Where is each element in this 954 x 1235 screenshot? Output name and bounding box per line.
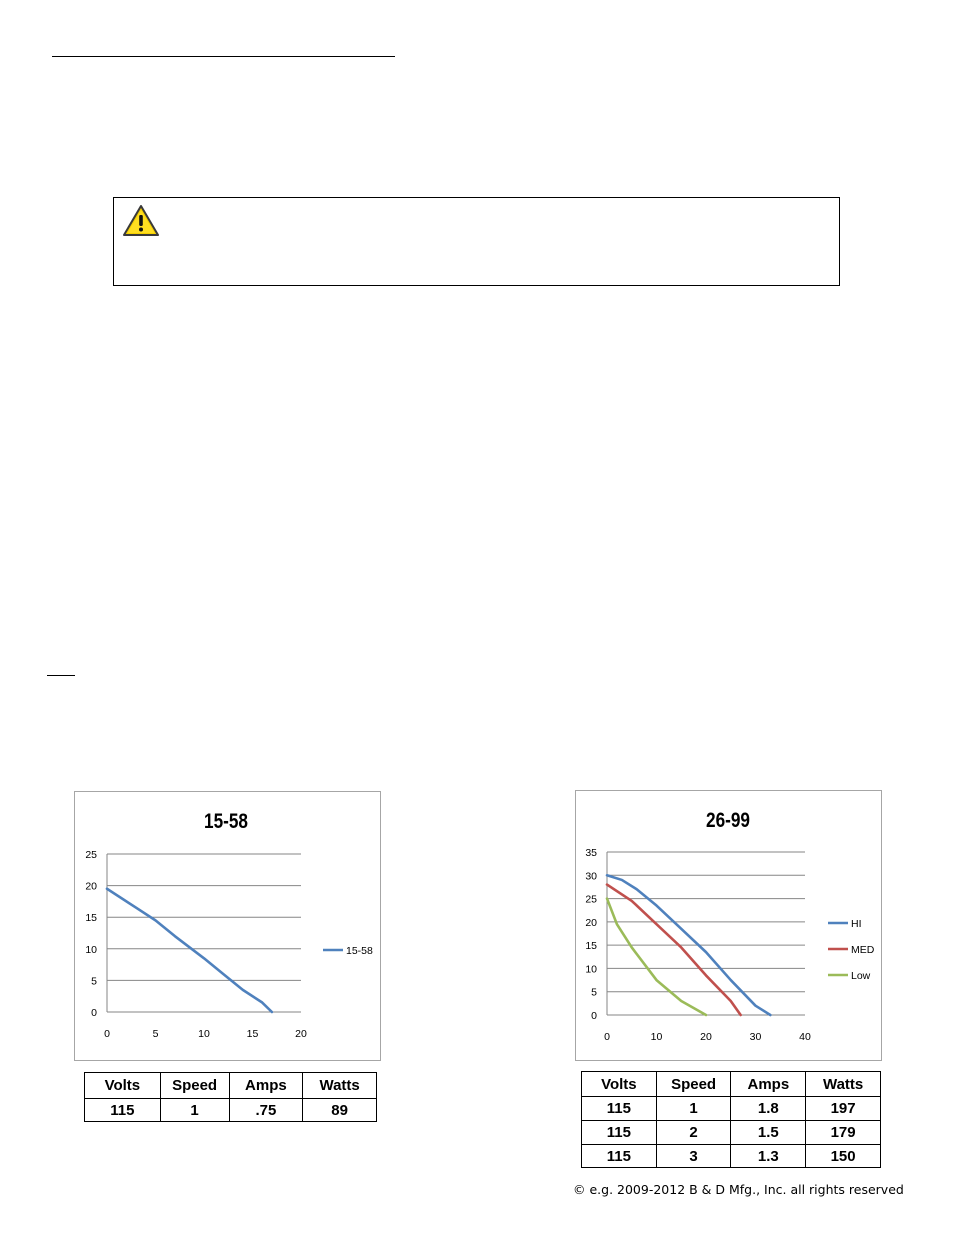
x-tick-label: 0 [104, 1028, 110, 1040]
y-tick-label: 20 [585, 916, 597, 929]
y-tick-label: 0 [91, 1007, 97, 1019]
table-cell: 115 [582, 1145, 657, 1168]
legend-label: 15-58 [346, 945, 373, 957]
series-line-15-58 [107, 889, 272, 1012]
table-header-row [582, 1072, 881, 1097]
table-row [582, 1097, 881, 1121]
table-header-row [85, 1073, 377, 1099]
warning-triangle-icon [122, 204, 160, 238]
table-cell: 197 [806, 1097, 881, 1121]
column-header: Amps [229, 1073, 303, 1099]
chart-26-99 [576, 791, 883, 1062]
copyright-notice: © e.g. 2009-2012 B & D Mfg., Inc. all rights reserved [573, 1182, 904, 1197]
x-tick-label: 20 [700, 1031, 712, 1043]
y-tick-label: 20 [85, 880, 97, 893]
legend-label: MED [851, 944, 875, 956]
x-tick-label: 15 [246, 1028, 259, 1040]
chart-title: 15-58 [204, 810, 249, 833]
column-header: Amps [731, 1072, 806, 1097]
chart-title: 26-99 [706, 809, 750, 832]
table-cell: 179 [806, 1121, 881, 1145]
table-cell: 3 [656, 1145, 731, 1168]
table-cell: 1 [160, 1099, 229, 1122]
y-tick-label: 10 [585, 963, 597, 976]
table-cell: 1.3 [731, 1145, 806, 1168]
chart-15-58 [75, 792, 382, 1062]
y-tick-label: 0 [591, 1010, 597, 1022]
y-tick-label: 5 [591, 986, 597, 999]
x-tick-label: 20 [295, 1028, 307, 1040]
table-cell: 1.8 [731, 1097, 806, 1121]
y-tick-label: 25 [585, 893, 597, 906]
note-underline [47, 675, 75, 676]
table-row [582, 1145, 881, 1168]
y-tick-label: 15 [85, 912, 97, 925]
table-cell: 115 [582, 1121, 657, 1145]
column-header: Speed [656, 1072, 731, 1097]
table-cell: 2 [656, 1121, 731, 1145]
y-tick-label: 30 [585, 870, 597, 883]
y-tick-label: 15 [585, 940, 597, 953]
spec-table-15-58 [84, 1072, 377, 1122]
x-tick-label: 10 [198, 1028, 210, 1040]
x-tick-label: 40 [799, 1031, 811, 1043]
y-tick-label: 5 [91, 975, 97, 988]
legend-label: HI [851, 918, 862, 930]
table-row [582, 1121, 881, 1145]
table-row [85, 1099, 377, 1122]
table-cell: 150 [806, 1145, 881, 1168]
spec-table-26-99 [581, 1071, 881, 1168]
column-header: Speed [160, 1073, 229, 1099]
chart-26-99-frame [575, 790, 882, 1061]
table-cell: 115 [85, 1099, 161, 1122]
y-tick-label: 25 [85, 849, 97, 861]
table-cell: 89 [303, 1099, 377, 1122]
table-cell: 115 [582, 1097, 657, 1121]
y-tick-label: 10 [85, 943, 97, 956]
x-tick-label: 0 [604, 1031, 610, 1043]
column-header: Volts [582, 1072, 657, 1097]
legend-label: Low [851, 970, 871, 982]
table-cell: 1.5 [731, 1121, 806, 1145]
column-header: Volts [85, 1073, 161, 1099]
chart-15-58-frame [74, 791, 381, 1061]
x-tick-label: 30 [749, 1031, 762, 1043]
y-tick-label: 35 [585, 847, 597, 859]
column-header: Watts [303, 1073, 377, 1099]
table-cell: .75 [229, 1099, 303, 1122]
warning-box [113, 197, 840, 286]
column-header: Watts [806, 1072, 881, 1097]
heading-underline [52, 56, 395, 57]
x-tick-label: 10 [650, 1031, 663, 1043]
x-tick-label: 5 [152, 1028, 159, 1040]
table-cell: 1 [656, 1097, 731, 1121]
